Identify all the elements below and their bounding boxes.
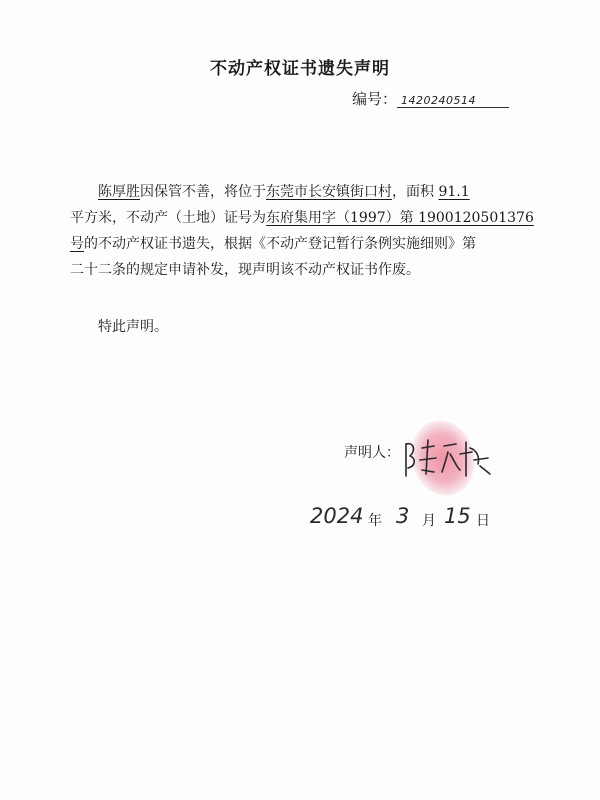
owner-name: 陈厚胜 [98,184,140,200]
number-label: 编号： [352,90,398,108]
body-line-4: 二十二条的规定申请补发，现声明该不动产权证书作废。 [70,262,420,278]
date-year-unit: 年 [368,513,382,529]
declarant-label: 声明人： [344,445,400,461]
document-title: 不动产权证书遗失声明 [210,59,390,79]
body-line-2 [70,205,550,231]
body-text-segment: 的不动产权证书遗失，根据《不动产登记暂行条例实施细则》第 [84,236,476,252]
body-text-segment: ，面积 [392,184,434,200]
date-month-unit: 月 [422,513,436,529]
property-location: 东莞市长安镇街口村 [266,184,392,200]
number-value: 1420240514 [397,94,509,108]
certificate-number: 东府集用字（1997）第 1900120501376 [266,210,534,226]
declaration-body [70,179,550,283]
date-year: 2024 [310,504,364,528]
handwritten-signature [400,430,496,486]
body-text-segment: 平方米，不动产（土地）证号为 [70,210,266,226]
date-month: 3 [396,504,410,528]
date-day-unit: 日 [476,513,490,529]
body-line-3 [70,231,550,257]
signing-date [310,500,510,540]
body-text-segment: 因保管不善，将位于 [140,184,266,200]
body-line-1 [70,179,550,205]
property-area: 91.1 [438,184,470,200]
document-number [352,88,509,109]
certificate-number-suffix: 号 [70,236,84,252]
closing-statement: 特此声明。 [98,319,168,335]
date-day: 15 [444,504,471,528]
